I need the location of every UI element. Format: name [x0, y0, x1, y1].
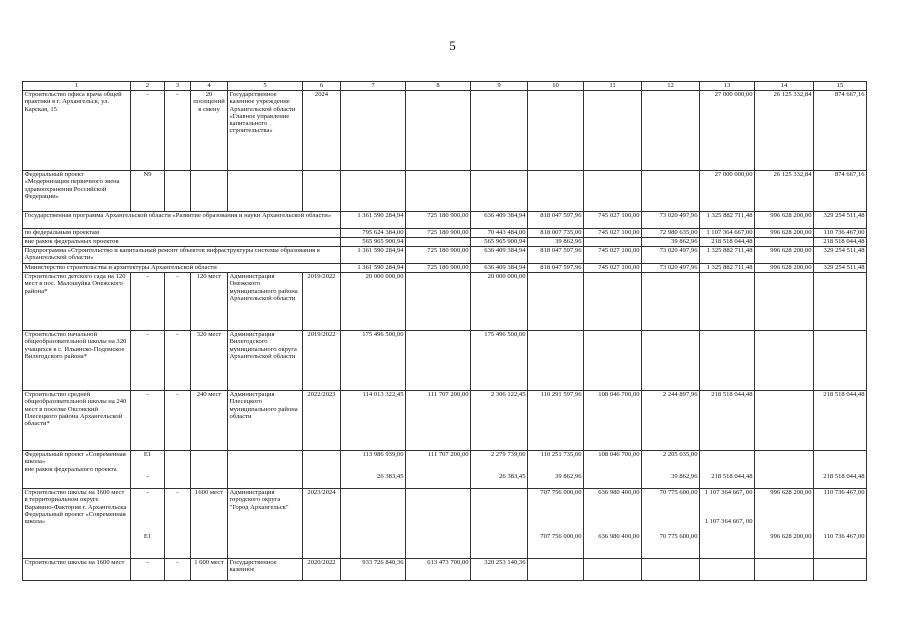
- cell: [406, 238, 471, 247]
- row-label: Государственная программа Архангельской области «Развитие образования и науки Архангельской области»: [23, 212, 341, 229]
- amount: 175 496 500,00: [471, 331, 528, 391]
- table-row: [23, 229, 867, 238]
- amount: 818 047 597,96: [528, 247, 584, 264]
- amount: 745 027 100,00: [584, 229, 642, 238]
- amount: 39 862,96: [528, 238, 584, 247]
- amount: 636 409 384,94: [471, 212, 528, 229]
- cell: [303, 451, 341, 489]
- amount: 329 254 511,48: [814, 212, 867, 229]
- amount: 20 000 000,00: [471, 273, 528, 331]
- amount: 874 667,16: [814, 91, 867, 171]
- code-value: -: [146, 472, 149, 480]
- amount: 996 628 200,00: [755, 212, 814, 229]
- cell: [584, 273, 642, 331]
- cell: [303, 171, 341, 212]
- cell: -: [165, 331, 191, 391]
- project-code: -: [131, 391, 165, 451]
- amount: [814, 451, 867, 489]
- amount: 996 628 200,00: [755, 247, 814, 264]
- period: 2023/2024: [303, 489, 341, 559]
- amount: 795 624 384,00: [341, 229, 406, 238]
- project-code: -: [131, 559, 165, 581]
- capacity: 120 мест: [191, 273, 228, 331]
- cell: [406, 273, 471, 331]
- cell: [528, 559, 584, 581]
- amount: 725 180 900,00: [406, 247, 471, 264]
- object-name: Строительство начальной общеобразовательной школы на 320 учащихся в с. Ильинско-Подомское Вилегодского района*: [23, 331, 131, 391]
- cell: [755, 331, 814, 391]
- table-row: [23, 273, 867, 331]
- amount-value: 218 518 044,48: [711, 472, 753, 480]
- cell: [642, 331, 700, 391]
- amount-value: 1 107 364 667, 00: [704, 489, 753, 496]
- col-header: 7: [341, 82, 406, 91]
- object-name: Строительство школы на 1600 мест: [23, 559, 131, 581]
- amount: 70 443 484,00: [471, 229, 528, 238]
- project-code: [131, 489, 165, 559]
- table-row: [23, 489, 867, 559]
- amount: 175 496 500,00: [341, 331, 406, 391]
- amount: 613 473 700,00: [406, 559, 471, 581]
- col-header: 1: [23, 82, 131, 91]
- customer: Администрация Вилегодского муниципального округа Архангельской области: [228, 331, 303, 391]
- customer: Государственное казенное учреждение Архангельской области «Главное управление капитального строительства»: [228, 91, 303, 171]
- amount: 114 013 322,45: [341, 391, 406, 451]
- amount: 73 020 497,96: [642, 247, 700, 264]
- cell: [642, 273, 700, 331]
- cell: [584, 91, 642, 171]
- table-row: [23, 91, 867, 171]
- cell: [191, 451, 228, 489]
- amount: 20 000 000,00: [341, 273, 406, 331]
- cell: [642, 171, 700, 212]
- project-name: Строительство школы на 1600 мест в территориальном округе Варавино-Фактория г. Архангельска: [24, 489, 127, 511]
- amount: 745 027 100,00: [584, 247, 642, 264]
- amount-value: 26 383,45: [499, 472, 526, 480]
- amount: 111 707 200,00: [406, 391, 471, 451]
- cell: [755, 273, 814, 331]
- cell: [755, 451, 814, 489]
- amount-value: 2 205 035,00: [662, 451, 698, 458]
- customer: Администрация Плесецкого муниципального района области: [228, 391, 303, 451]
- cell: [814, 273, 867, 331]
- table-row: [23, 238, 867, 247]
- amount: 320 253 140,36: [471, 559, 528, 581]
- col-header: 5: [228, 82, 303, 91]
- project-code: N9: [131, 171, 165, 212]
- amount: 1 361 590 284,94: [341, 247, 406, 264]
- amount: 218 518 044,48: [700, 391, 755, 451]
- col-header: 10: [528, 82, 584, 91]
- amount-value: 70 775 600,00: [659, 532, 698, 540]
- page-number: 5: [449, 38, 456, 53]
- amount: 725 180 900,00: [406, 264, 471, 273]
- amount: 73 020 497,96: [642, 264, 700, 273]
- amount: 218 518 044,48: [814, 391, 867, 451]
- amount-value: 996 628 200,00: [770, 489, 812, 496]
- amount: 1 361 590 284,94: [341, 264, 406, 273]
- period: 2019/2022: [303, 331, 341, 391]
- col-header: 8: [406, 82, 471, 91]
- amount: 745 027 100,00: [584, 212, 642, 229]
- amount: 2 306 122,45: [471, 391, 528, 451]
- cell: -: [165, 273, 191, 331]
- row-label: вне рамок федеральных проектов: [23, 238, 341, 247]
- amount: 218 518 044,48: [700, 238, 755, 247]
- amount: 1 107 364 667,00: [700, 229, 755, 238]
- cell: [406, 91, 471, 171]
- col-header: 12: [642, 82, 700, 91]
- amount: [755, 489, 814, 559]
- amount-value: 2 279 739,00: [490, 451, 526, 458]
- amount: [341, 451, 406, 489]
- customer: Администрация городского округа "Город Архангельск": [228, 489, 303, 559]
- table-row: [23, 212, 867, 229]
- project-code: -: [131, 273, 165, 331]
- amount: 27 000 000,00: [700, 171, 755, 212]
- project-name: вне рамок федерального проекта: [24, 465, 117, 473]
- table-row: [23, 451, 867, 489]
- amount: 72 980 635,00: [642, 229, 700, 238]
- cell: -: [165, 91, 191, 171]
- cell: [755, 391, 814, 451]
- col-header: 6: [303, 82, 341, 91]
- amount: 725 180 900,00: [406, 212, 471, 229]
- amount: 1 325 882 711,48: [700, 264, 755, 273]
- object-name: [23, 489, 131, 559]
- period: 2019/2022: [303, 273, 341, 331]
- amount: 110 736 467,00: [814, 229, 867, 238]
- cell: [700, 273, 755, 331]
- col-header: 13: [700, 82, 755, 91]
- customer: Администрация Онежского муниципального района Архангельской области: [228, 273, 303, 331]
- table-row: [23, 264, 867, 273]
- object-name: Строительство детского сада на 120 мест в пос. Малошуйка Онежского района*: [23, 273, 131, 331]
- amount: 818 007 735,00: [528, 229, 584, 238]
- amount: [814, 489, 867, 559]
- amount: 329 254 511,48: [814, 247, 867, 264]
- row-label: по федеральным проектам: [23, 229, 341, 238]
- cell: [700, 559, 755, 581]
- cell: [814, 559, 867, 581]
- col-header: 9: [471, 82, 528, 91]
- amount: 933 726 840,36: [341, 559, 406, 581]
- amount-value: 636 980 400,00: [598, 489, 640, 496]
- object-name: Федеральный проект «Модернизация первичного звена здравоохранения Российской Федерации»: [23, 171, 131, 212]
- period: 2024: [303, 91, 341, 171]
- code-value: E1: [143, 451, 152, 458]
- cell: [406, 331, 471, 391]
- amount-value: 110 251 735,00: [540, 451, 582, 458]
- cell: [228, 171, 303, 212]
- amount-value: 39 862,96: [671, 472, 698, 480]
- cell: [584, 331, 642, 391]
- cell: [471, 91, 528, 171]
- amount: 27 000 000,00: [700, 91, 755, 171]
- project-code: [131, 451, 165, 489]
- cell: [584, 559, 642, 581]
- amount: 818 047 597,96: [528, 212, 584, 229]
- amount: [700, 451, 755, 489]
- amount: 636 409 384,94: [471, 247, 528, 264]
- header-row: [23, 82, 867, 91]
- amount: 745 027 100,00: [584, 264, 642, 273]
- table-row: [23, 171, 867, 212]
- capacity: 1600 мест: [191, 489, 228, 559]
- amount: [642, 451, 700, 489]
- cell: [528, 331, 584, 391]
- period: 2022/2023: [303, 391, 341, 451]
- amount: 1 325 882 711,48: [700, 212, 755, 229]
- cell: -: [165, 489, 191, 559]
- amount: 111 707 200,00: [406, 451, 471, 489]
- cell: [584, 171, 642, 212]
- amount-value: 110 736 467,00: [823, 532, 865, 540]
- amount: [528, 489, 584, 559]
- amount-value: 26 383,45: [377, 472, 404, 480]
- cell: [471, 171, 528, 212]
- budget-table: [22, 81, 867, 581]
- amount: 1 361 590 284,94: [341, 212, 406, 229]
- amount: 218 518 044,48: [814, 238, 867, 247]
- amount-value: 218 518 044,48: [823, 472, 865, 480]
- amount-value: 113 986 939,00: [362, 451, 404, 458]
- amount: 636 409 384,94: [471, 264, 528, 273]
- cell: [165, 171, 191, 212]
- cell: [406, 489, 471, 559]
- project-code: -: [131, 91, 165, 171]
- amount: 725 180 900,00: [406, 229, 471, 238]
- amount: 565 965 900,94: [471, 238, 528, 247]
- amount-value: 707 756 000,00: [540, 489, 582, 496]
- cell: [406, 171, 471, 212]
- table-row: [23, 331, 867, 391]
- cell: -: [165, 559, 191, 581]
- amount-value: 636 980 400,00: [598, 532, 640, 540]
- amount: [528, 451, 584, 489]
- col-header: 4: [191, 82, 228, 91]
- period: 2020/2022: [303, 559, 341, 581]
- project-name: Федеральный проект «Современная школа»: [24, 451, 126, 466]
- cell: [642, 91, 700, 171]
- amount: 39 862,96: [642, 238, 700, 247]
- amount: 1 325 882 711,48: [700, 247, 755, 264]
- cell: [755, 559, 814, 581]
- amount: 565 965 900,94: [341, 238, 406, 247]
- amount: 26 125 332,84: [755, 91, 814, 171]
- object-name: Строительство офиса врача общей практики в г. Архангельск, ул. Карская, 15: [23, 91, 131, 171]
- cell: [191, 171, 228, 212]
- amount: [471, 451, 528, 489]
- table-row: [23, 247, 867, 264]
- amount: 110 291 597,96: [528, 391, 584, 451]
- customer: Государственное казенное: [228, 559, 303, 581]
- amount: 73 020 497,96: [642, 212, 700, 229]
- amount: [642, 489, 700, 559]
- col-header: 15: [814, 82, 867, 91]
- col-header: 3: [165, 82, 191, 91]
- col-header: 14: [755, 82, 814, 91]
- cell: [584, 238, 642, 247]
- capacity: 240 мест: [191, 391, 228, 451]
- capacity: 20 посещений в смену: [191, 91, 228, 171]
- cell: [528, 91, 584, 171]
- amount: 874 667,16: [814, 171, 867, 212]
- amount-value: 39 862,96: [555, 472, 582, 480]
- amount-value: 707 756 000,00: [540, 532, 582, 540]
- object-name: Строительство средней общеобразовательной школы на 240 мест в поселке Оксовский Плесецкого района Архангельской области*: [23, 391, 131, 451]
- amount-value: 996 628 200,00: [770, 532, 812, 540]
- amount-value: 70 775 600,00: [659, 489, 698, 496]
- project-name: Федеральный проект «Современная школа»: [24, 510, 126, 526]
- capacity: 1 600 мест: [191, 559, 228, 581]
- capacity: 320 мест: [191, 331, 228, 391]
- amount: 329 254 511,48: [814, 264, 867, 273]
- cell: [165, 451, 191, 489]
- row-label: Министерство строительства и архитектуры Архангельской области: [23, 264, 341, 273]
- cell: [814, 331, 867, 391]
- project-code: -: [131, 331, 165, 391]
- table-row: [23, 391, 867, 451]
- table-row: [23, 559, 867, 581]
- amount: [584, 489, 642, 559]
- amount: 818 047 597,96: [528, 264, 584, 273]
- amount-value: 1 107 364 667, 00: [704, 518, 753, 526]
- cell: [528, 171, 584, 212]
- amount: 108 046 700,00: [584, 391, 642, 451]
- cell: [341, 91, 406, 171]
- col-header: 11: [584, 82, 642, 91]
- code-value: E1: [143, 532, 152, 540]
- cell: [341, 489, 406, 559]
- code-value: -: [146, 489, 149, 496]
- col-header: 2: [131, 82, 165, 91]
- cell: [528, 273, 584, 331]
- row-label: Подпрограмма «Строительство и капитальный ремонт объектов инфраструктуры системы образования в Архангельской области»: [23, 247, 341, 264]
- cell: [755, 238, 814, 247]
- cell: [700, 331, 755, 391]
- amount-value: 110 736 467,00: [823, 489, 865, 496]
- cell: [642, 559, 700, 581]
- amount: 996 628 200,00: [755, 229, 814, 238]
- cell: -: [165, 391, 191, 451]
- cell: [471, 489, 528, 559]
- object-name: [23, 451, 131, 489]
- cell: [228, 451, 303, 489]
- amount: 996 628 200,00: [755, 264, 814, 273]
- amount: 108 046 700,00: [584, 451, 642, 489]
- cell: [341, 171, 406, 212]
- amount: 26 125 332,84: [755, 171, 814, 212]
- amount: 2 244 897,96: [642, 391, 700, 451]
- amount: [700, 489, 755, 559]
